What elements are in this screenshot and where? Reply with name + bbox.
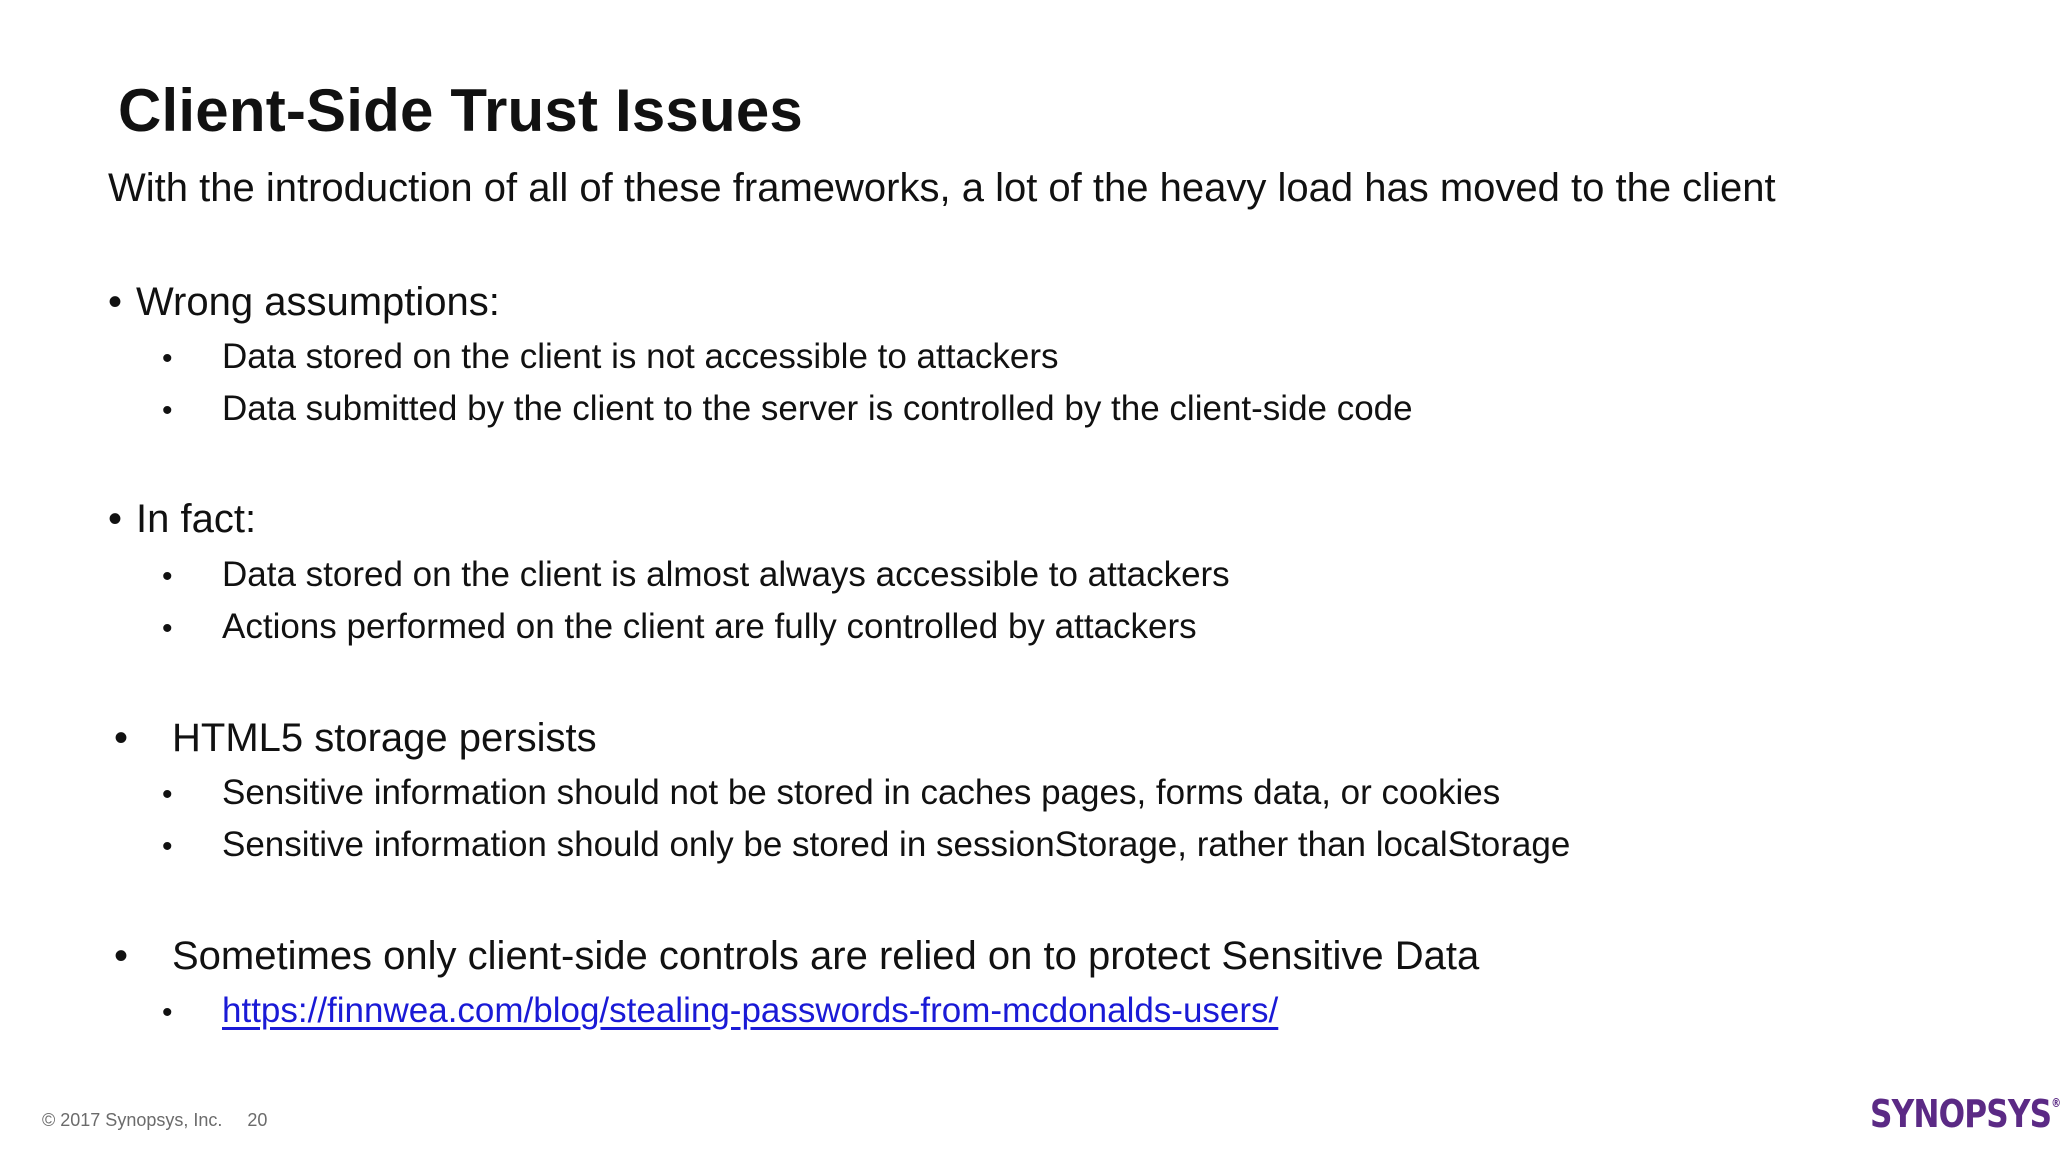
sub-bullet: • xyxy=(162,778,173,811)
section-heading-html5-storage xyxy=(114,716,597,761)
bullet: • xyxy=(108,280,123,324)
list-item-text: Actions performed on the client are fully controlled by attackers xyxy=(222,607,1197,646)
sub-bullet: • xyxy=(162,612,173,645)
list-item xyxy=(162,337,1059,377)
sub-bullet: • xyxy=(162,560,173,593)
logo-wordmark: SYNOPSYS xyxy=(1870,1092,2052,1136)
section-heading-text: Wrong assumptions: xyxy=(136,280,500,324)
list-item-text: Sensitive information should not be stored in caches pages, forms data, or cookies xyxy=(222,773,1501,812)
section-heading-text: In fact: xyxy=(136,497,257,541)
section-heading-client-side-controls xyxy=(114,934,1479,979)
section-heading-text: Sometimes only client-side controls are relied on to protect Sensitive Data xyxy=(172,934,1480,978)
bullet: • xyxy=(114,716,129,760)
list-item xyxy=(162,555,1230,595)
sub-bullet: • xyxy=(162,996,173,1029)
section-heading-text: HTML5 storage persists xyxy=(172,716,597,760)
bullet: • xyxy=(114,934,129,978)
sub-bullet: • xyxy=(162,394,173,427)
list-item xyxy=(162,991,1278,1031)
list-item xyxy=(162,825,1570,865)
slide-title: Client-Side Trust Issues xyxy=(118,77,803,144)
list-item xyxy=(162,607,1197,647)
section-heading-wrong-assumptions xyxy=(108,280,500,325)
registered-mark: ® xyxy=(2051,1096,2060,1110)
section-heading-in-fact xyxy=(108,497,256,542)
list-item-text: Sensitive information should only be stored in sessionStorage, rather than localStorage xyxy=(222,825,1571,864)
footer xyxy=(42,1110,267,1131)
synopsys-logo xyxy=(1870,1092,2060,1136)
list-item-text: Data submitted by the client to the server is controlled by the client-side code xyxy=(222,389,1413,428)
list-item xyxy=(162,389,1413,429)
list-item xyxy=(162,773,1500,813)
sub-bullet: • xyxy=(162,342,173,375)
sub-bullet: • xyxy=(162,830,173,863)
page-number: 20 xyxy=(247,1110,268,1130)
slide-intro: With the introduction of all of these frameworks, a lot of the heavy load has moved to the client xyxy=(108,166,1776,210)
list-item-text: Data stored on the client is not accessible to attackers xyxy=(222,337,1059,376)
list-item-text: Data stored on the client is almost always accessible to attackers xyxy=(222,555,1230,594)
mcdonalds-article-link[interactable]: https://finnwea.com/blog/stealing-passwords-from-mcdonalds-users/ xyxy=(222,991,1279,1030)
copyright-text: © 2017 Synopsys, Inc. xyxy=(42,1110,223,1130)
bullet: • xyxy=(108,497,123,541)
